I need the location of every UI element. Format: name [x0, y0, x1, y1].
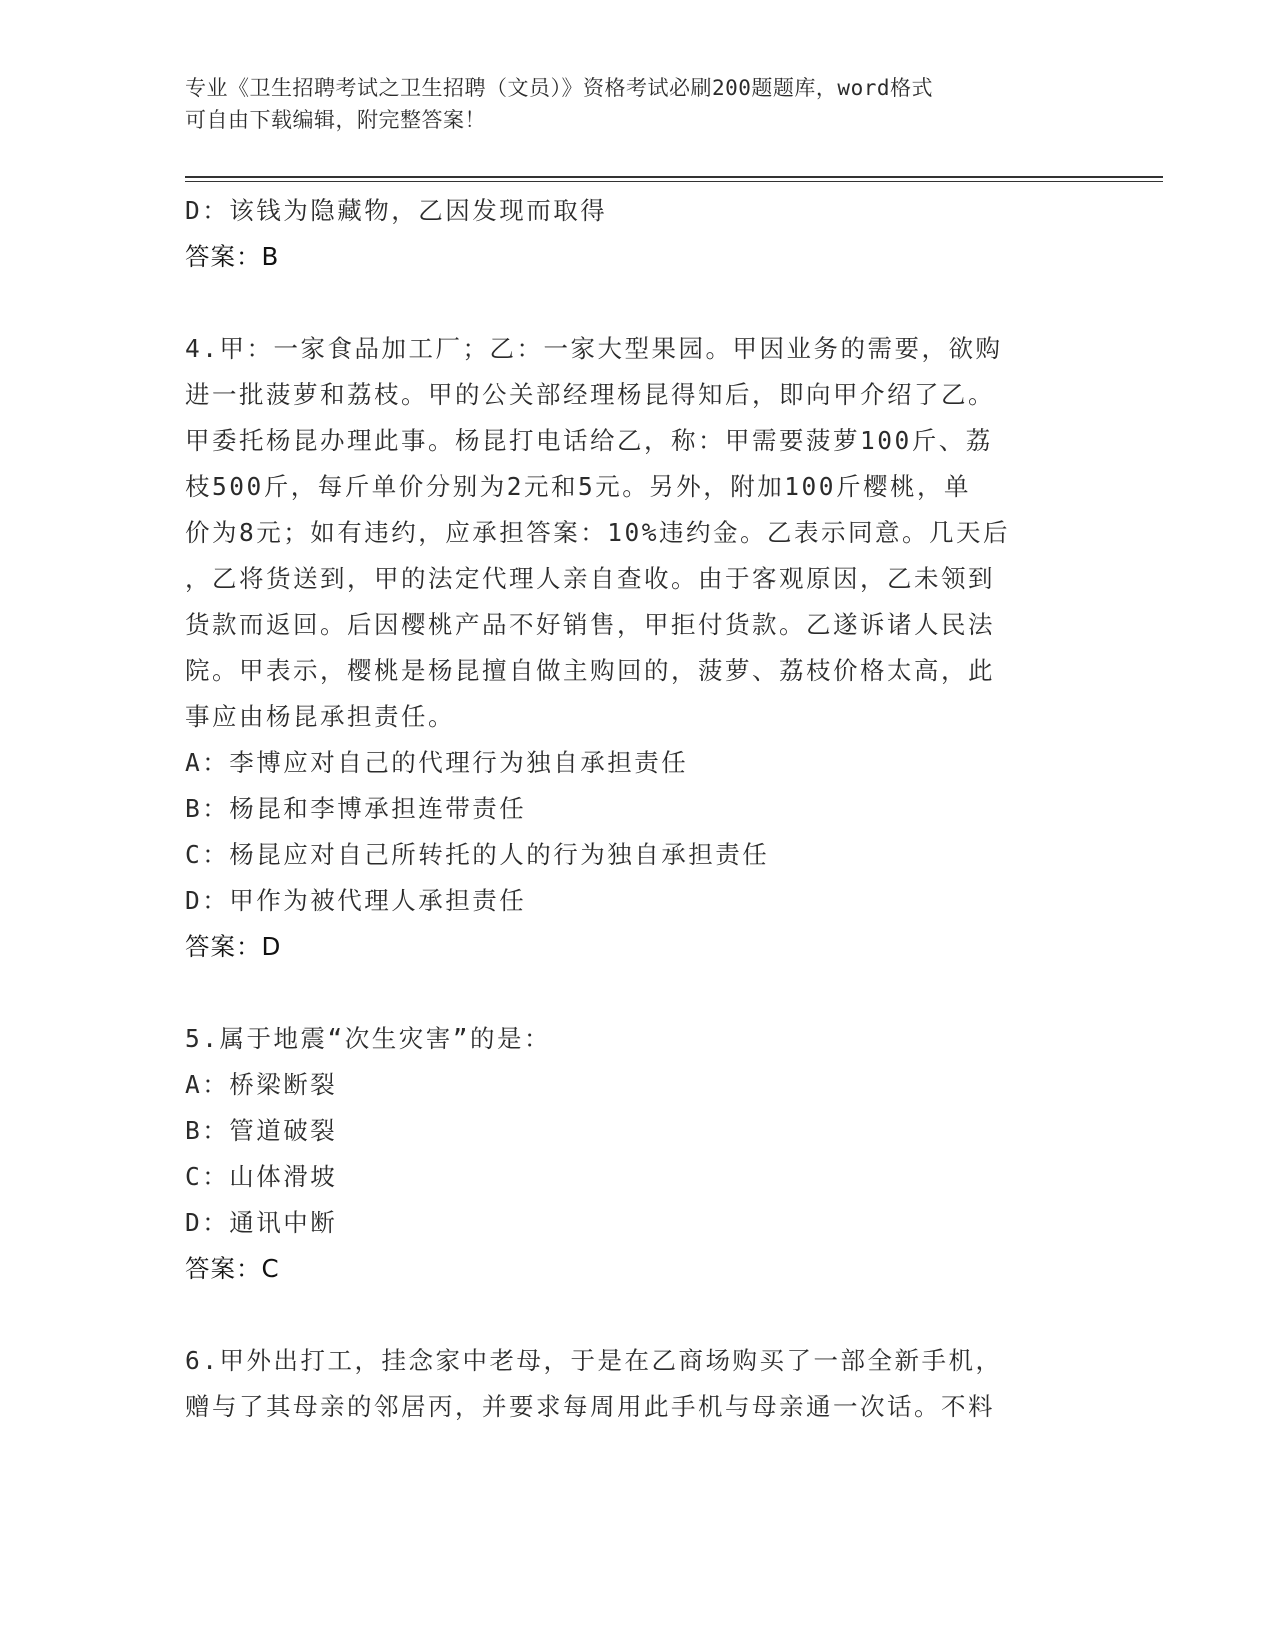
- header-title-line-1: 专业《卫生招聘考试之卫生招聘（文员）》资格考试必刷200题题库，word格式: [185, 76, 933, 100]
- question-5-stem: 5.属于地震“次生灾害”的是：: [185, 1024, 551, 1053]
- question-6-stem-line: 赠与了其母亲的邻居丙，并要求每周用此手机与母亲通一次话。不料: [185, 1392, 995, 1421]
- question-4-stem-line: 价为8元；如有违约，应承担答案：10%违约金。乙表示同意。几天后: [185, 518, 1010, 547]
- header-divider: [185, 176, 1163, 182]
- question-4: [185, 326, 1085, 970]
- spacer: [185, 970, 1085, 1016]
- header-title-line-2: 可自由下载编辑，附完整答案！: [185, 108, 486, 132]
- question-4-option-b: B：杨昆和李博承担连带责任: [185, 794, 527, 823]
- spacer: [185, 1292, 1085, 1338]
- question-4-stem-line: 进一批菠萝和荔枝。甲的公关部经理杨昆得知后，即向甲介绍了乙。: [185, 380, 995, 409]
- question-4-stem-line: ，乙将货送到，甲的法定代理人亲自查收。由于客观原因，乙未领到: [185, 564, 995, 593]
- question-4-option-d: D：甲作为被代理人承担责任: [185, 886, 527, 915]
- document-body: [185, 188, 1085, 1430]
- question-6: [185, 1338, 1085, 1430]
- prev-question-option-d: D：该钱为隐藏物，乙因发现而取得: [185, 196, 608, 225]
- question-4-stem-line: 货款而返回。后因樱桃产品不好销售，甲拒付货款。乙遂诉诸人民法: [185, 610, 995, 639]
- question-4-stem-line: 枝500斤，每斤单价分别为2元和5元。另外，附加100斤樱桃，单: [185, 472, 971, 501]
- question-5-option-c: C：山体滑坡: [185, 1162, 338, 1191]
- question-5-option-b: B：管道破裂: [185, 1116, 338, 1145]
- question-5-option-d: D：通讯中断: [185, 1208, 338, 1237]
- question-4-answer: 答案：D: [185, 932, 282, 961]
- question-4-stem-line: 院。甲表示，樱桃是杨昆擅自做主购回的，菠萝、荔枝价格太高，此: [185, 656, 995, 685]
- question-4-stem-line: 4.甲：一家食品加工厂；乙：一家大型果园。甲因业务的需要，欲购: [185, 334, 1003, 363]
- question-5-option-a: A：桥梁断裂: [185, 1070, 338, 1099]
- question-5: [185, 1016, 1085, 1292]
- question-4-stem-line: 事应由杨昆承担责任。: [185, 702, 455, 731]
- question-6-stem-line: 6.甲外出打工，挂念家中老母，于是在乙商场购买了一部全新手机，: [185, 1346, 1003, 1375]
- spacer: [185, 280, 1085, 326]
- question-4-stem-line: 甲委托杨昆办理此事。杨昆打电话给乙，称：甲需要菠萝100斤、荔: [185, 426, 993, 455]
- prev-question-answer: 答案：B: [185, 242, 280, 271]
- question-5-answer: 答案：C: [185, 1254, 280, 1283]
- question-4-option-c: C：杨昆应对自己所转托的人的行为独自承担责任: [185, 840, 770, 869]
- question-4-option-a: A：李博应对自己的代理行为独自承担责任: [185, 748, 689, 777]
- page-header: [185, 72, 1065, 136]
